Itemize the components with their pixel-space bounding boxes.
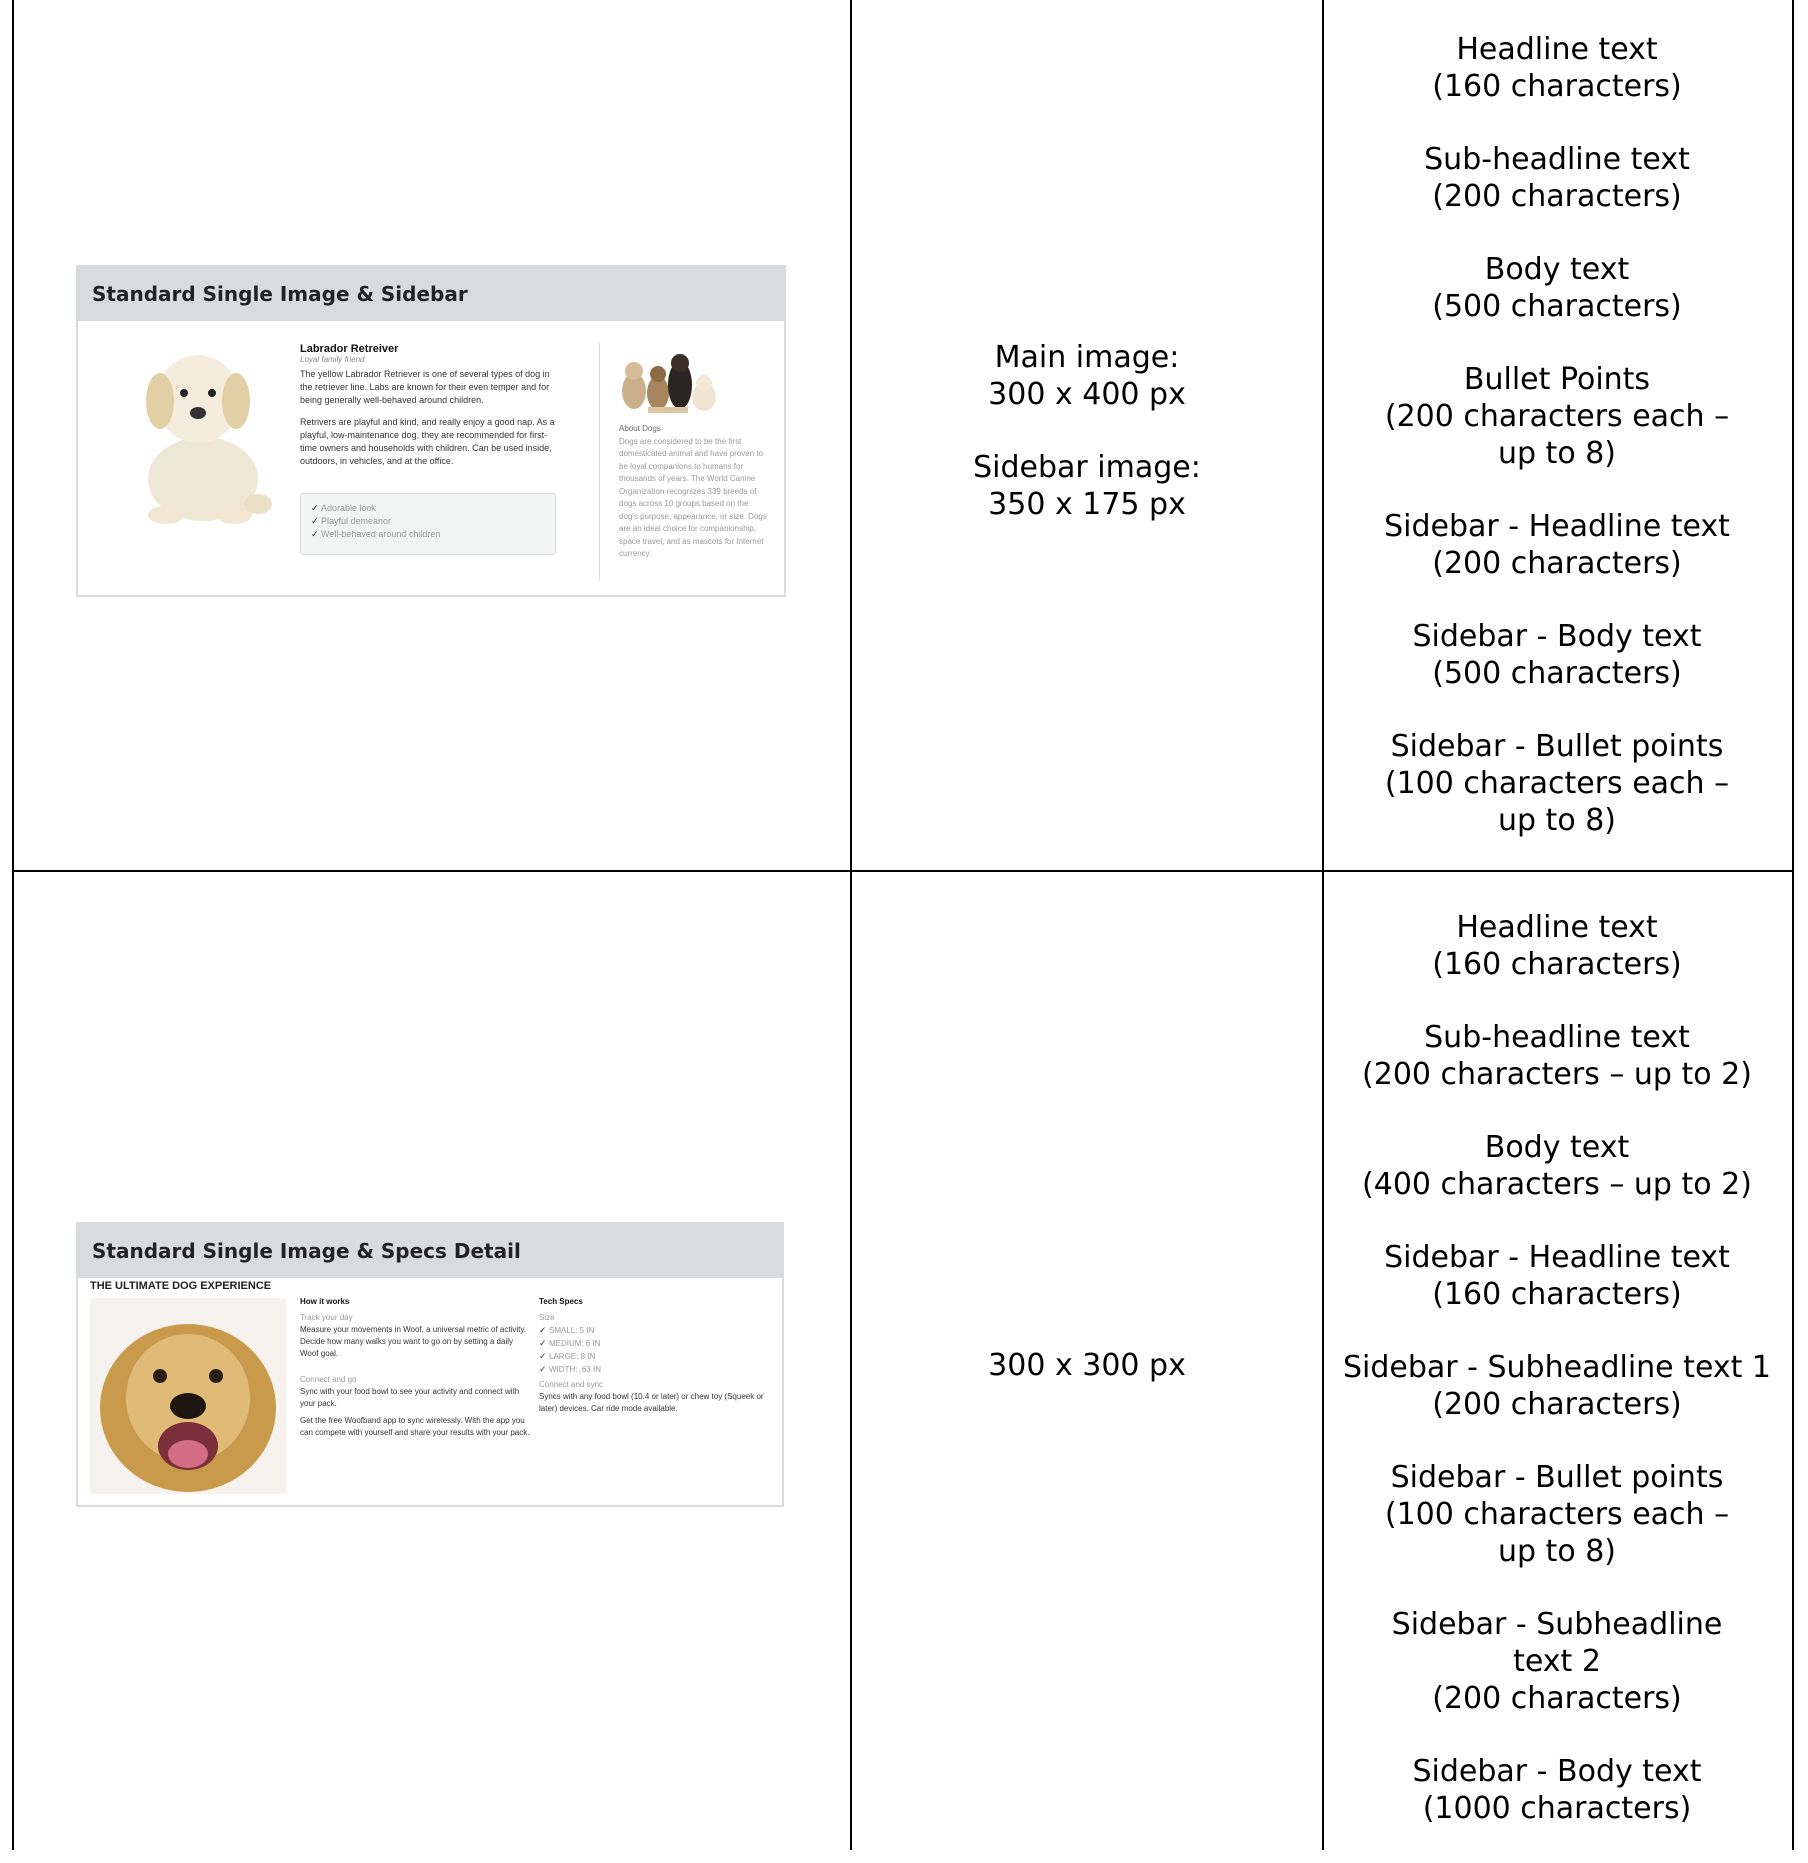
spec-table bbox=[12, 0, 1794, 1850]
size-item: ✓ SMALL: 5 IN bbox=[539, 1325, 595, 1335]
spec-item: Sidebar - Body text (500 characters) bbox=[1412, 619, 1702, 691]
main-content bbox=[300, 343, 560, 468]
how-body-3: Sync with your food bowl to see your activity and connect with your pack. bbox=[300, 1387, 520, 1408]
spec-item: Headline text (160 characters) bbox=[1432, 32, 1682, 104]
tech-title: Tech Specs bbox=[539, 1297, 583, 1306]
check-icon: ✓ bbox=[311, 503, 319, 513]
text-specs-1 bbox=[1342, 31, 1772, 875]
spec-item: Body text (500 characters) bbox=[1432, 252, 1682, 324]
check-icon: ✓ bbox=[311, 529, 319, 539]
table-border-right bbox=[1792, 0, 1794, 1850]
tech-body: Syncs with any food bowl (10.4 or later) or chew toy (Squeek or later) devices. Car ride mode available. bbox=[539, 1392, 764, 1413]
image-dimensions-1 bbox=[852, 339, 1322, 559]
column-divider-1 bbox=[850, 0, 852, 1850]
tech-subheadline-1: Size bbox=[539, 1313, 555, 1322]
spec-item: Sidebar - Headline text (160 characters) bbox=[1384, 1240, 1730, 1312]
check-icon: ✓ bbox=[539, 1338, 547, 1348]
spec-item: Sidebar - Body text (1000 characters) bbox=[1412, 1754, 1702, 1826]
product-title: Labrador Retreiver bbox=[300, 343, 399, 355]
sidebar-image bbox=[618, 349, 722, 415]
sidebar-title: About Dogs bbox=[619, 424, 661, 433]
spec-item: Sidebar - Headline text (200 characters) bbox=[1384, 509, 1730, 581]
spec-item: Sidebar - Subheadline text 2 (200 characters) bbox=[1391, 1607, 1723, 1716]
module-preview-specs bbox=[76, 1222, 784, 1507]
check-icon: ✓ bbox=[539, 1364, 547, 1374]
body-paragraph-1: The yellow Labrador Retriever is one of several types of dog in the retriever line. Labs are known for their even temper and for being generally well-behaved around children. bbox=[300, 369, 550, 405]
spec-item: Sidebar - Bullet points (100 characters each – up to 8) bbox=[1384, 729, 1730, 838]
image-dimensions-2 bbox=[852, 1347, 1322, 1420]
how-body-1: Measure your movements in Woof, a universal metric of activity. bbox=[300, 1325, 527, 1334]
how-it-works-section bbox=[300, 1296, 532, 1439]
sidebar-content bbox=[619, 423, 769, 561]
main-image bbox=[90, 1298, 286, 1494]
check-icon: ✓ bbox=[311, 516, 319, 526]
spec-item: Sidebar - Bullet points (100 characters each – up to 8) bbox=[1384, 1460, 1730, 1569]
spec-item: Body text (400 characters – up to 2) bbox=[1362, 1130, 1752, 1202]
how-body-4: Get the free Woofband app to sync wirelessly. With the app you can compete with yourself and share your results with your pack. bbox=[300, 1416, 530, 1437]
table-border-left bbox=[12, 0, 14, 1850]
text-specs-2 bbox=[1342, 909, 1772, 1863]
size-item: ✓ WIDTH: .63 IN bbox=[539, 1364, 602, 1374]
spec-item: Headline text (160 characters) bbox=[1432, 910, 1682, 982]
spec-item: Sidebar - Subheadline text 1 (200 characters) bbox=[1342, 1350, 1772, 1422]
check-icon: ✓ bbox=[539, 1351, 547, 1361]
body-paragraph-2: Retrivers are playful and kind, and really enjoy a good nap. As a playful, low-maintenance dog, they are recommended for first-time owners and households with children. Can be used inside, outdoors, in vehicles, and at the office. bbox=[300, 417, 555, 466]
check-icon: ✓ bbox=[539, 1325, 547, 1335]
puppy-image bbox=[118, 329, 278, 529]
how-title: How it works bbox=[300, 1297, 350, 1306]
bullet-box bbox=[300, 493, 556, 555]
sidebar-divider bbox=[599, 343, 600, 581]
module-preview-sidebar bbox=[76, 265, 786, 597]
tech-specs-section bbox=[539, 1296, 775, 1415]
spec-item: Bullet Points (200 characters each – up to 8) bbox=[1384, 362, 1730, 471]
sidebar-body: Dogs are considered to be the first domesticated animal and have proven to be loyal companions to humans for thousands of years. The World Canine Organization recognizes 339 breeds of dogs across 10 groups based on the dog's purpose, appearance, or size. Dogs are an ideal choice for companionship, space travel, and as mascots for Internet currency. bbox=[619, 436, 767, 558]
module-title: Standard Single Image & Specs Detail bbox=[78, 1224, 782, 1278]
product-subtitle: Loyal family friend bbox=[300, 355, 365, 364]
how-subheadline-2: Connect and go bbox=[300, 1375, 357, 1384]
tech-subheadline-2: Connect and sync bbox=[539, 1380, 604, 1389]
banner-headline: THE ULTIMATE DOG EXPERIENCE bbox=[90, 1280, 272, 1292]
bullet-item: ✓ Playful demeanor bbox=[311, 516, 392, 526]
how-subheadline-1: Track your day bbox=[300, 1313, 353, 1322]
bullet-item: ✓ Well-behaved around children bbox=[311, 529, 441, 539]
size-item: ✓ LARGE: 8 IN bbox=[539, 1351, 596, 1361]
spec-item: Sub-headline text (200 characters) bbox=[1424, 142, 1690, 214]
module-title: Standard Single Image & Sidebar bbox=[78, 267, 784, 321]
column-divider-2 bbox=[1322, 0, 1324, 1850]
how-body-2: Decide how many walks you want to go on by setting a daily Woof goal. bbox=[300, 1337, 514, 1358]
size-item: ✓ MEDIUM: 6 IN bbox=[539, 1338, 601, 1348]
main-image-dimension: 300 x 300 px bbox=[988, 1348, 1186, 1383]
bullet-item: ✓ Adorable look bbox=[311, 503, 377, 513]
main-image-dimension: Main image: 300 x 400 px bbox=[988, 340, 1186, 412]
sidebar-image-dimension: Sidebar image: 350 x 175 px bbox=[973, 450, 1201, 522]
spec-item: Sub-headline text (200 characters – up to 2) bbox=[1362, 1020, 1752, 1092]
